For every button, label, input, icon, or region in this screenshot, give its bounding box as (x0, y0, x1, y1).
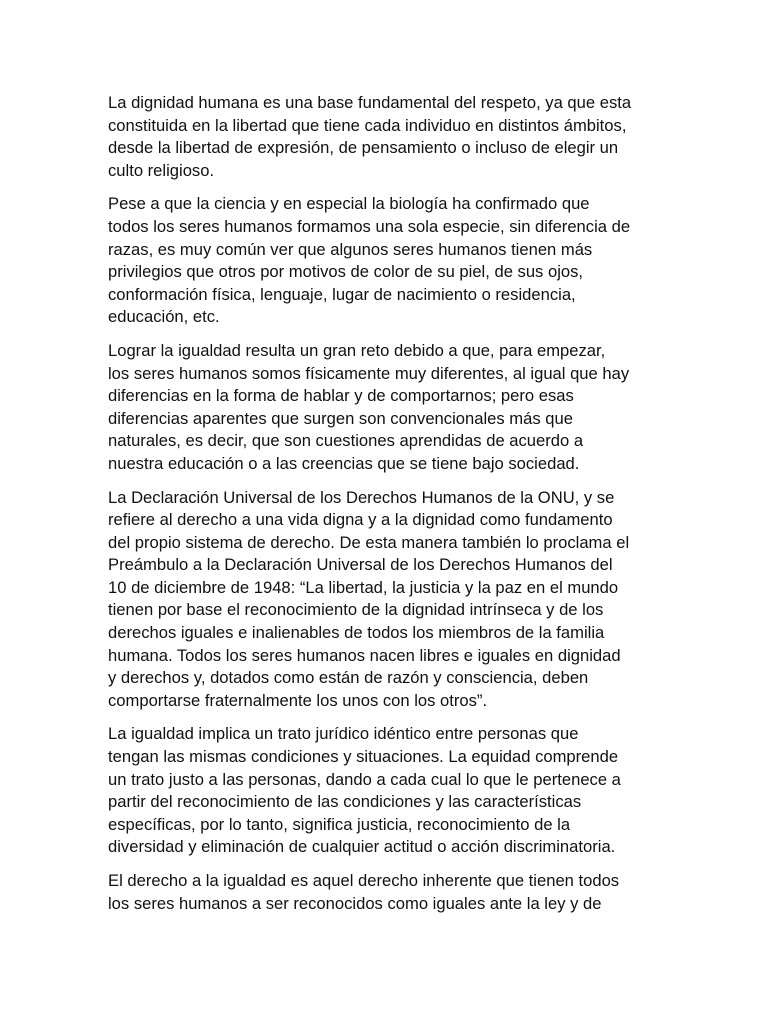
paragraph-lograr-igualdad: Lograr la igualdad resulta un gran reto debido a que, para empezar, los seres humanos somos físicamente muy diferentes, al igual que hay diferencias en la forma de hablar y de comportarnos; pero esas diferencias aparentes que surgen son convencionales más que naturales, es decir, que son cuestiones aprendidas de acuerdo a nuestra educación o a las creencias que se tiene bajo sociedad. (108, 340, 630, 473)
paragraph-derecho-igualdad: El derecho a la igualdad es aquel derecho inherente que tienen todos los seres humanos a ser reconocidos como iguales ante la ley y de (108, 871, 620, 913)
paragraph-declaracion-universal: La Declaración Universal de los Derechos Humanos de la ONU, y se refiere al derecho a una vida digna y a la dignidad como fundamento del propio sistema de derecho. De esta manera también lo proclama el Preámbulo a la Declaración Universal de los Derechos Humanos del 10 de diciembre de 1948: “La libertad, la justicia y la paz en el mundo tienen por base el reconocimiento de la dignidad intrínseca y de los derechos iguales e inalienables de todos los miembros de la familia humana. Todos los seres humanos nacen libres e iguales en dignidad y derechos y, dotados como están de razón y consciencia, deben comportarse fraternalmente los unos con los otros”. (108, 487, 630, 710)
document-body (108, 92, 668, 926)
paragraph-igualdad-equidad: La igualdad implica un trato jurídico idéntico entre personas que tengan las mismas condiciones y situaciones. La equidad comprende un trato justo a las personas, dando a cada cual lo que le pertenece a partir del reconocimiento de las condiciones y las características específicas, por lo tanto, significa justicia, reconocimiento de la diversidad y eliminación de cualquier actitud o acción discriminatoria. (108, 724, 621, 857)
paragraph-dignidad-humana: La dignidad humana es una base fundamental del respeto, ya que esta constituida en la libertad que tiene cada individuo en distintos ámbitos, desde la libertad de expresión, de pensamiento o incluso de elegir un culto religioso. (108, 93, 632, 180)
paragraph-ciencia-biologia: Pese a que la ciencia y en especial la biología ha confirmado que todos los seres humanos formamos una sola especie, sin diferencia de razas, es muy común ver que algunos seres humanos tienen más privilegios que otros por motivos de color de su piel, de sus ojos, conformación física, lenguaje, lugar de nacimiento o residencia, educación, etc. (108, 194, 631, 327)
